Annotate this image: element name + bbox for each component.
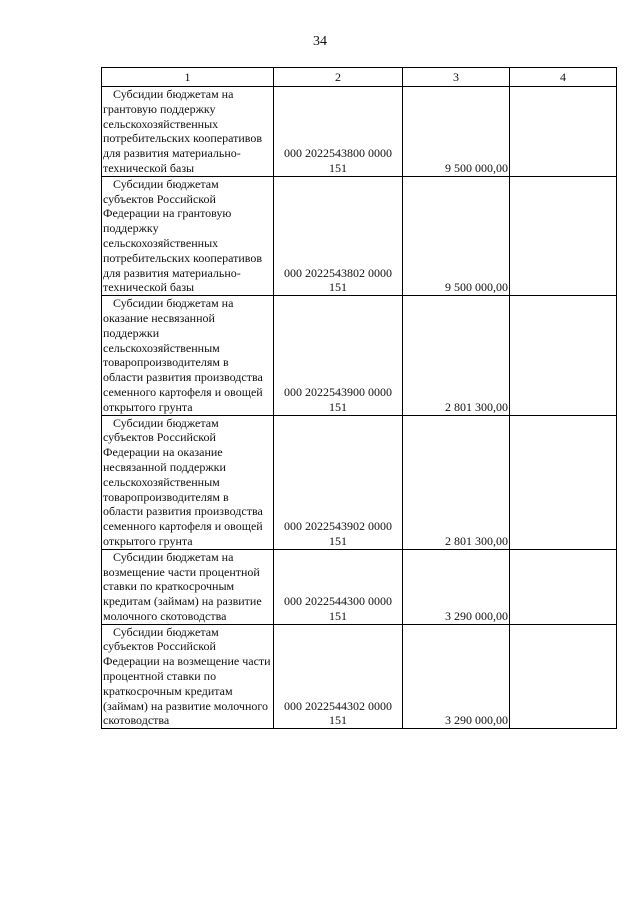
row-name: Субсидии бюджетам на оказание несвязанной поддержки сельскохозяйственным товаропроизводителям в области развития производства семенного картофеля и овощей открытого грунта	[103, 296, 263, 414]
row-code: 000 2022543900 0000 151	[274, 296, 403, 415]
row-col4	[510, 624, 617, 729]
column-header-1: 1	[102, 68, 274, 87]
row-code: 000 2022544300 0000 151	[274, 549, 403, 624]
row-name: Субсидии бюджетам субъектов Российской Федерации на грантовую поддержку сельскохозяйственных потребительских кооперативов для развития материально-технической базы	[103, 176, 263, 295]
row-name-cell	[102, 176, 274, 295]
budget-table	[101, 67, 617, 729]
row-name: Субсидии бюджетам на грантовую поддержку сельскохозяйственных потребительских кооперативов для развития материально-технической базы	[103, 87, 263, 175]
table-row	[102, 296, 617, 415]
row-code: 000 2022543802 0000 151	[274, 176, 403, 295]
row-name: Субсидии бюджетам на возмещение части процентной ставки по краткосрочным кредитам (займам) на развитие молочного скотоводства	[103, 549, 262, 623]
row-name: Субсидии бюджетам субъектов Российской Федерации на оказание несвязанной поддержки сельскохозяйственным товаропроизводителям в области развития производства семенного картофеля и овощей открытого грунта	[103, 415, 263, 548]
row-amount: 9 500 000,00	[403, 176, 510, 295]
column-header-2: 2	[274, 68, 403, 87]
row-code: 000 2022543902 0000 151	[274, 415, 403, 549]
column-header-4: 4	[510, 68, 617, 87]
row-amount: 9 500 000,00	[403, 87, 510, 177]
row-amount: 3 290 000,00	[403, 624, 510, 729]
page-number: 34	[313, 34, 327, 49]
row-name: Субсидии бюджетам субъектов Российской Федерации на возмещение части процентной ставки по краткосрочным кредитам (займам) на развитие молочного скотоводства	[103, 624, 271, 728]
row-col4	[510, 296, 617, 415]
row-amount: 3 290 000,00	[403, 549, 510, 624]
row-col4	[510, 87, 617, 177]
row-amount: 2 801 300,00	[403, 415, 510, 549]
row-name-cell	[102, 624, 274, 729]
table-row	[102, 415, 617, 549]
row-code: 000 2022544302 0000 151	[274, 624, 403, 729]
row-name-cell	[102, 549, 274, 624]
row-code: 000 2022543800 0000 151	[274, 87, 403, 177]
row-name-cell	[102, 296, 274, 415]
table-row	[102, 549, 617, 624]
table-row	[102, 176, 617, 295]
table-row	[102, 87, 617, 177]
row-col4	[510, 415, 617, 549]
table-row	[102, 624, 617, 729]
row-name-cell	[102, 87, 274, 177]
row-amount: 2 801 300,00	[403, 296, 510, 415]
table-header-row	[102, 68, 617, 87]
row-col4	[510, 549, 617, 624]
row-name-cell	[102, 415, 274, 549]
column-header-3: 3	[403, 68, 510, 87]
row-col4	[510, 176, 617, 295]
